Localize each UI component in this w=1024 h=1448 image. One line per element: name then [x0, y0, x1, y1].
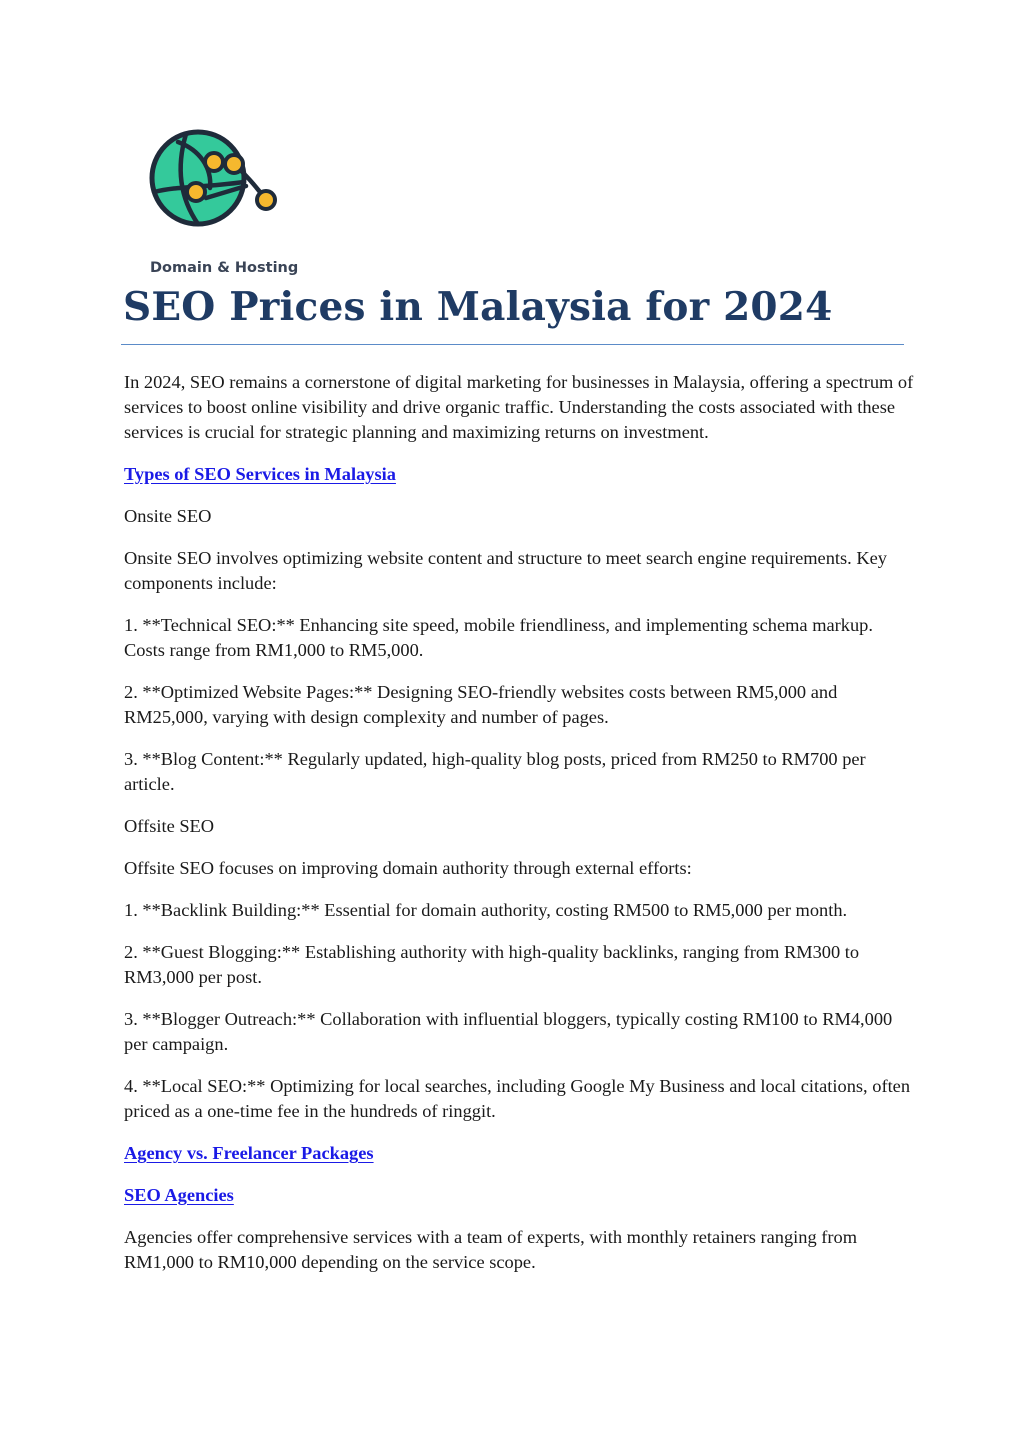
offsite-seo-description: Offsite SEO focuses on improving domain authority through external efforts:: [124, 858, 692, 878]
offsite-seo-label: Offsite SEO: [124, 816, 215, 836]
onsite-item-optimized-pages: 2. **Optimized Website Pages:** Designing SEO-friendly websites costs between RM5,000 and RM25,000, varying with design complexity and number of pages.: [124, 682, 838, 727]
onsite-item-blog-content: 3. **Blog Content:** Regularly updated, high-quality blog posts, priced from RM250 to RM700 per article.: [124, 749, 866, 794]
types-of-seo-services-link[interactable]: Types of SEO Services in Malaysia: [124, 464, 396, 484]
offsite-item-local-seo: 4. **Local SEO:** Optimizing for local searches, including Google My Business and local citations, often priced as a one-time fee in the hundreds of ringgit.: [124, 1076, 911, 1121]
logo-text: Domain & Hosting: [150, 260, 299, 276]
globe-network-icon: [148, 128, 288, 228]
onsite-item-technical-seo: 1. **Technical SEO:** Enhancing site speed, mobile friendliness, and implementing schema markup. Costs range from RM1,000 to RM5,000.: [124, 615, 873, 660]
seo-agencies-link[interactable]: SEO Agencies: [124, 1185, 234, 1205]
intro-paragraph: In 2024, SEO remains a cornerstone of digital marketing for businesses in Malaysia, offering a spectrum of services to boost online visibility and drive organic traffic. Understanding the costs associated with these services is crucial for strategic planning and maximizing returns on investment.: [124, 372, 914, 442]
page-title: SEO Prices in Malaysia for 2024: [123, 284, 833, 330]
article-body: [124, 370, 914, 1292]
brand-logo: [148, 128, 308, 288]
agency-vs-freelancer-link[interactable]: Agency vs. Freelancer Packages: [124, 1143, 374, 1163]
title-divider: [121, 344, 904, 345]
agencies-description: Agencies offer comprehensive services with a team of experts, with monthly retainers ranging from RM1,000 to RM10,000 depending on the service scope.: [124, 1227, 858, 1272]
onsite-seo-description: Onsite SEO involves optimizing website content and structure to meet search engine requirements. Key components include:: [124, 548, 888, 593]
offsite-item-guest-blogging: 2. **Guest Blogging:** Establishing authority with high-quality backlinks, ranging from RM300 to RM3,000 per post.: [124, 942, 860, 987]
onsite-seo-label: Onsite SEO: [124, 506, 212, 526]
offsite-item-blogger-outreach: 3. **Blogger Outreach:** Collaboration with influential bloggers, typically costing RM100 to RM4,000 per campaign.: [124, 1009, 893, 1054]
offsite-item-backlink-building: 1. **Backlink Building:** Essential for domain authority, costing RM500 to RM5,000 per month.: [124, 900, 848, 920]
